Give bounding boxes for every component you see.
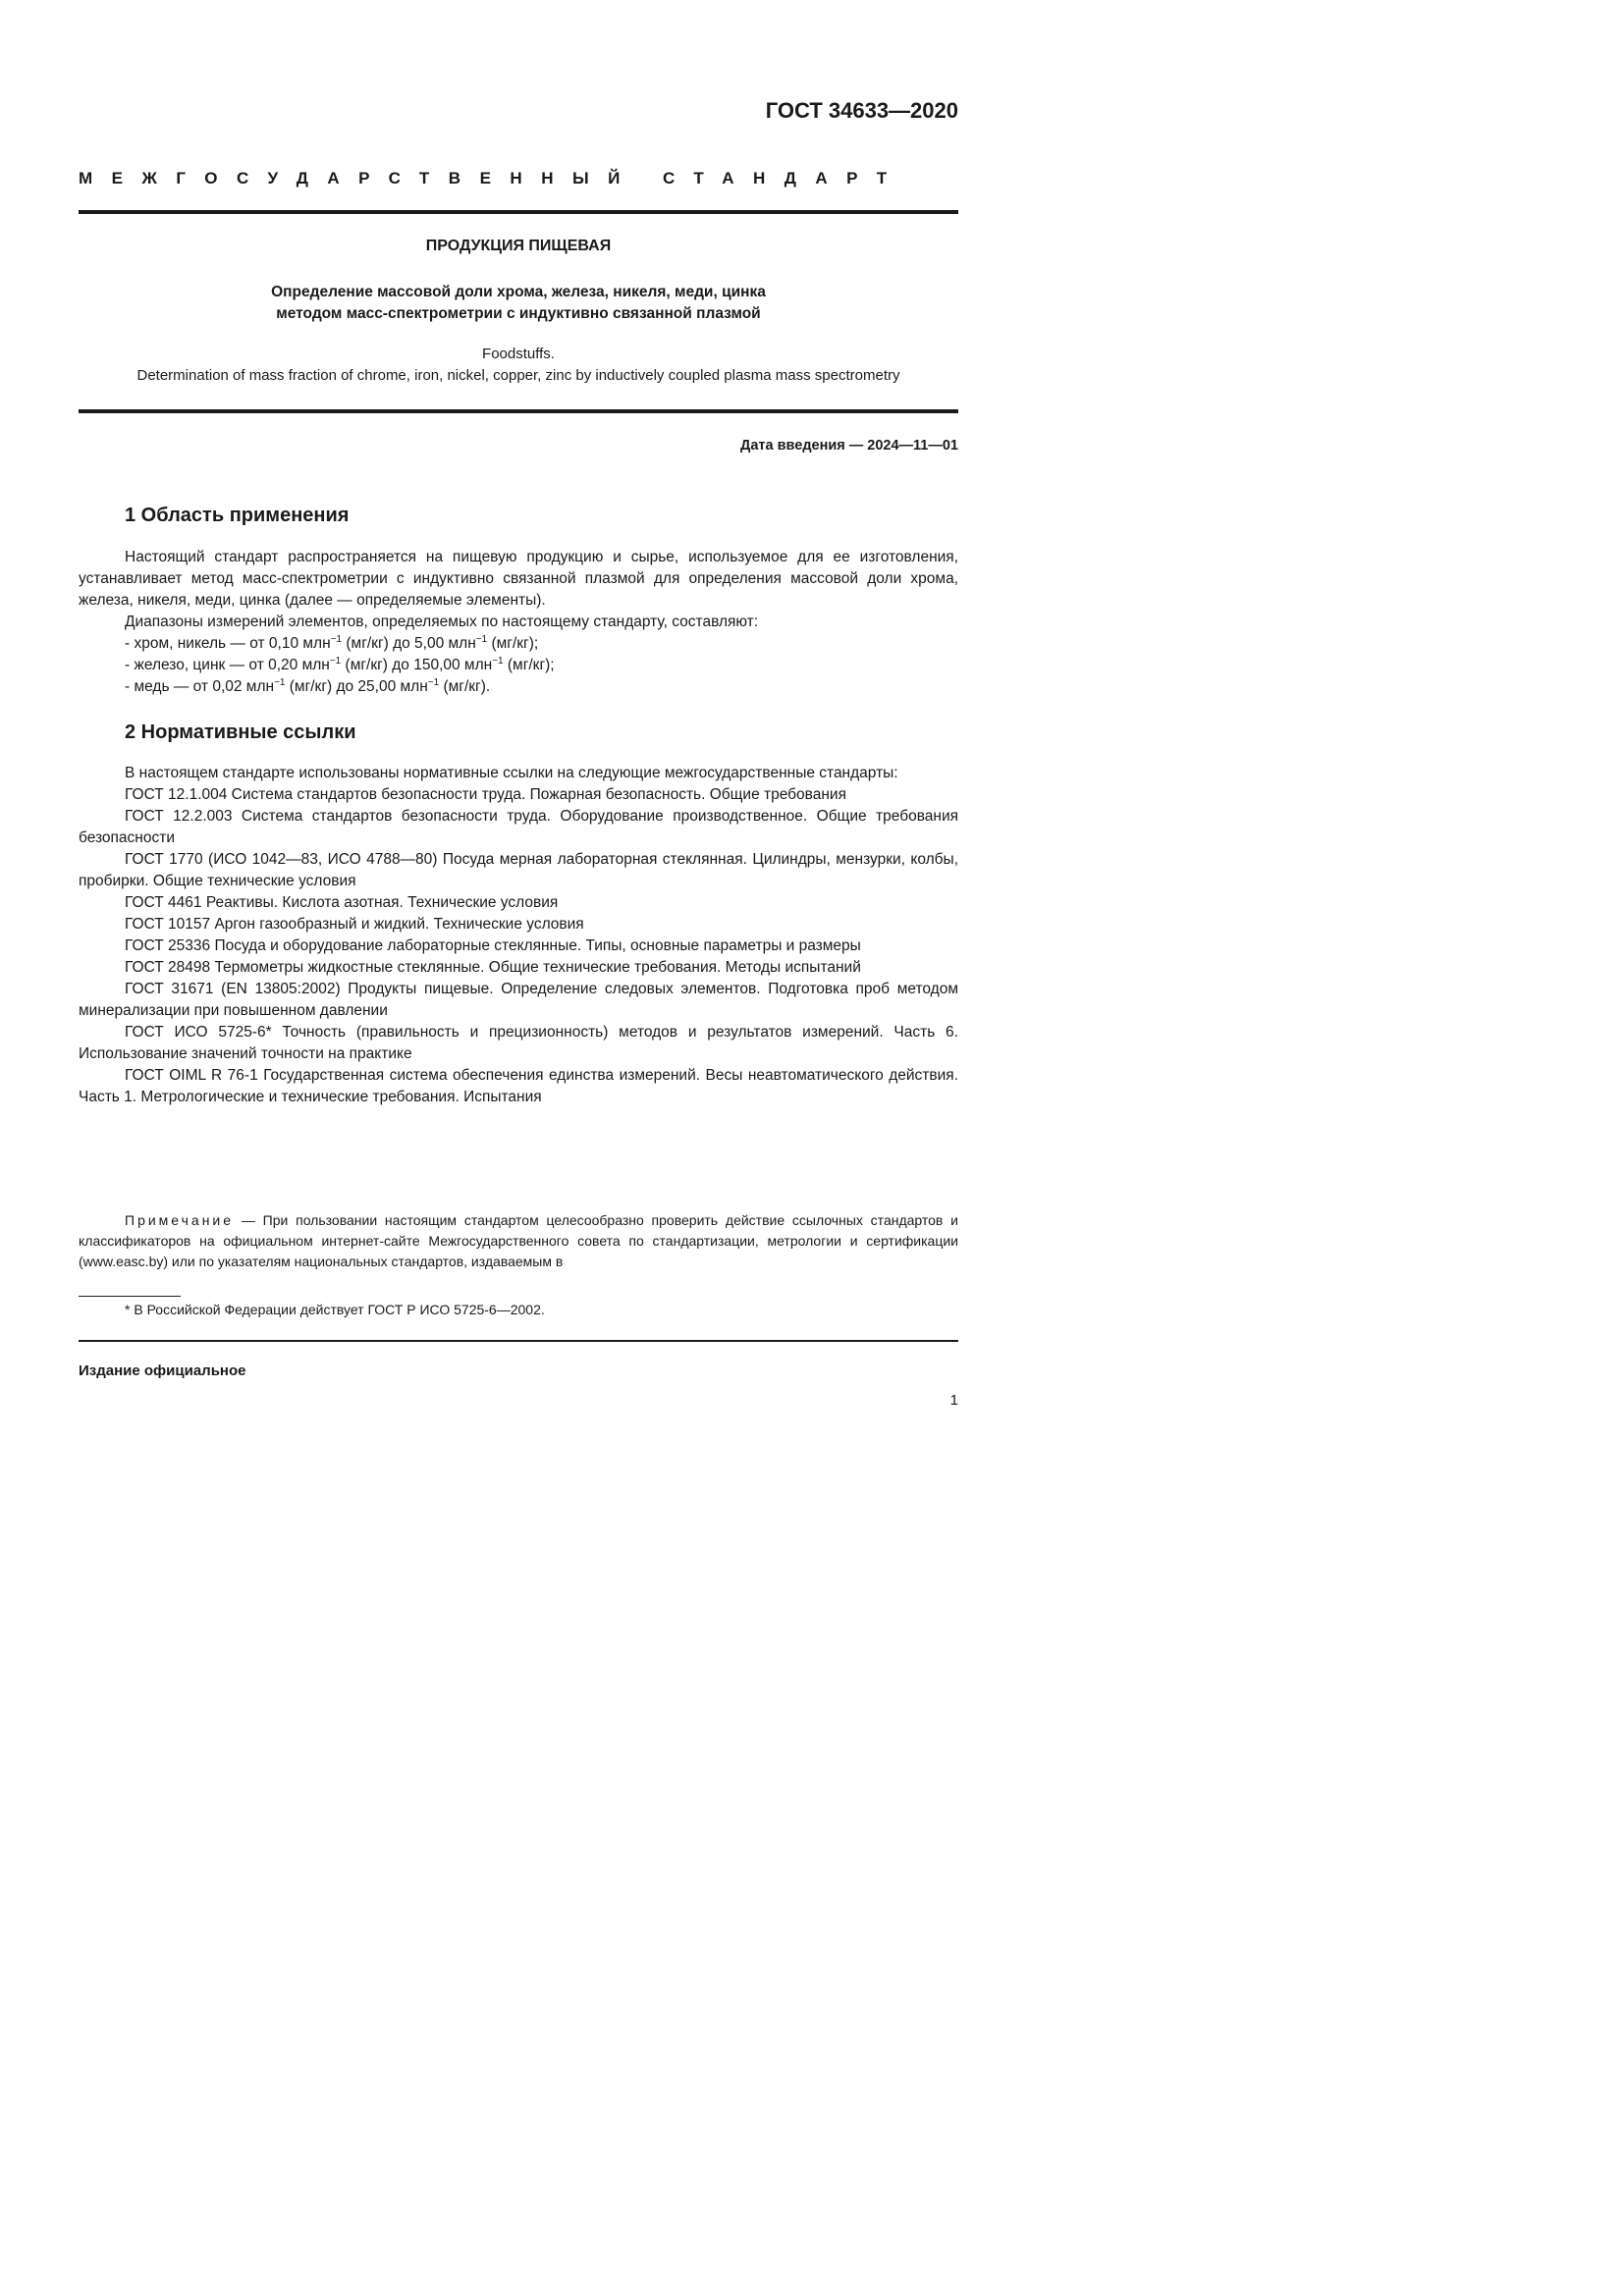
range-item: - железо, цинк — от 0,20 млн$^{-1}$ (мг/кг) до 150,00 млн$^{-1}$ (мг/кг);: [125, 655, 555, 673]
measurement-ranges-list: [79, 633, 958, 698]
section-1-paragraph: Настоящий стандарт распространяется на пищевую продукцию и сырье, используемое для ее изготовления, устанавливает метод масс-спектрометрии с индуктивно связанной плазмой для определения массовой доли хрома, железа, никеля, меди, цинка (далее — определяемые элементы).: [79, 549, 958, 609]
reference-item: ГОСТ 31671 (EN 13805:2002) Продукты пищевые. Определение следовых элементов. Подготовка проб методом минерализации при повышенном давлении: [79, 981, 958, 1019]
reference-item: ГОСТ ИСО 5725-6* Точность (правильность и прецизионность) методов и результатов измерений. Часть 6. Использование значений точности на практике: [79, 1024, 958, 1062]
section-2-body: [79, 763, 958, 1108]
standard-type-label: МЕЖГОСУДАРСТВЕННЫЙ СТАНДАРТ: [79, 169, 906, 187]
header-divider: [79, 210, 958, 214]
english-title: [79, 344, 958, 387]
document-subtitle: [79, 282, 958, 325]
document-number: ГОСТ 34633—2020: [765, 98, 958, 123]
section-2-intro: В настоящем стандарте использованы нормативные ссылки на следующие межгосударственные стандарты:: [125, 765, 898, 781]
reference-item: ГОСТ 12.2.003 Система стандартов безопасности труда. Оборудование производственное. Общие требования безопасности: [79, 808, 958, 846]
footnote-separator: [79, 1296, 181, 1297]
introduction-date: Дата введения — 2024—11—01: [740, 438, 958, 454]
title-divider: [79, 409, 958, 413]
reference-item: ГОСТ 10157 Аргон газообразный и жидкий. Технические условия: [125, 916, 584, 933]
reference-item: ГОСТ 1770 (ИСО 1042—83, ИСО 4788—80) Посуда мерная лабораторная стеклянная. Цилиндры, мензурки, колбы, пробирки. Общие технические условия: [79, 851, 958, 889]
note: [79, 1210, 958, 1272]
range-item: - хром, никель — от 0,10 млн$^{-1}$ (мг/кг) до 5,00 млн$^{-1}$ (мг/кг);: [125, 633, 539, 652]
subtitle-line-1: Определение массовой доли хрома, железа, никеля, меди, цинка: [271, 284, 766, 300]
reference-item: ГОСТ 4461 Реактивы. Кислота азотная. Технические условия: [125, 894, 559, 911]
english-title-line-1: Foodstuffs.: [482, 346, 555, 362]
section-2-heading: 2 Нормативные ссылки: [125, 721, 356, 743]
edition-label: Издание официальное: [79, 1362, 246, 1379]
note-text: — При пользовании настоящим стандартом целесообразно проверить действие ссылочных стандартов и классификаторов на официальном интернет-сайте Межгосударственного совета по стандартизации, метрологии и сертификации (www.easc.by) или по указателям национальных стандартов, издаваемым в: [79, 1212, 958, 1269]
reference-item: ГОСТ 12.1.004 Система стандартов безопасности труда. Пожарная безопасность. Общие требования: [125, 786, 846, 803]
section-1-heading: 1 Область применения: [125, 505, 350, 526]
subtitle-line-2: методом масс-спектрометрии с индуктивно связанной плазмой: [276, 305, 761, 322]
section-1-body: [79, 547, 958, 698]
footer-divider: [79, 1340, 958, 1342]
english-title-line-2: Determination of mass fraction of chrome, iron, nickel, copper, zinc by inductively coupled plasma mass spectrometry: [136, 367, 900, 384]
document-title: ПРОДУКЦИЯ ПИЩЕВАЯ: [425, 238, 612, 254]
section-1-ranges-intro: Диапазоны измерений элементов, определяемых по настоящему стандарту, составляют:: [125, 614, 759, 630]
document-page: [0, 0, 1080, 1527]
note-label: Примечание: [125, 1212, 235, 1228]
reference-item: ГОСТ OIML R 76-1 Государственная система обеспечения единства измерений. Весы неавтоматического действия. Часть 1. Метрологические и технические требования. Испытания: [79, 1067, 958, 1105]
reference-item: ГОСТ 28498 Термометры жидкостные стеклянные. Общие технические требования. Методы испытаний: [125, 959, 861, 976]
range-item: - медь — от 0,02 млн$^{-1}$ (мг/кг) до 25,00 млн$^{-1}$ (мг/кг).: [125, 676, 491, 695]
reference-item: ГОСТ 25336 Посуда и оборудование лабораторные стеклянные. Типы, основные параметры и размеры: [125, 937, 861, 954]
footnote: * В Российской Федерации действует ГОСТ Р ИСО 5725-6—2002.: [125, 1302, 545, 1317]
page-number: 1: [949, 1392, 958, 1409]
